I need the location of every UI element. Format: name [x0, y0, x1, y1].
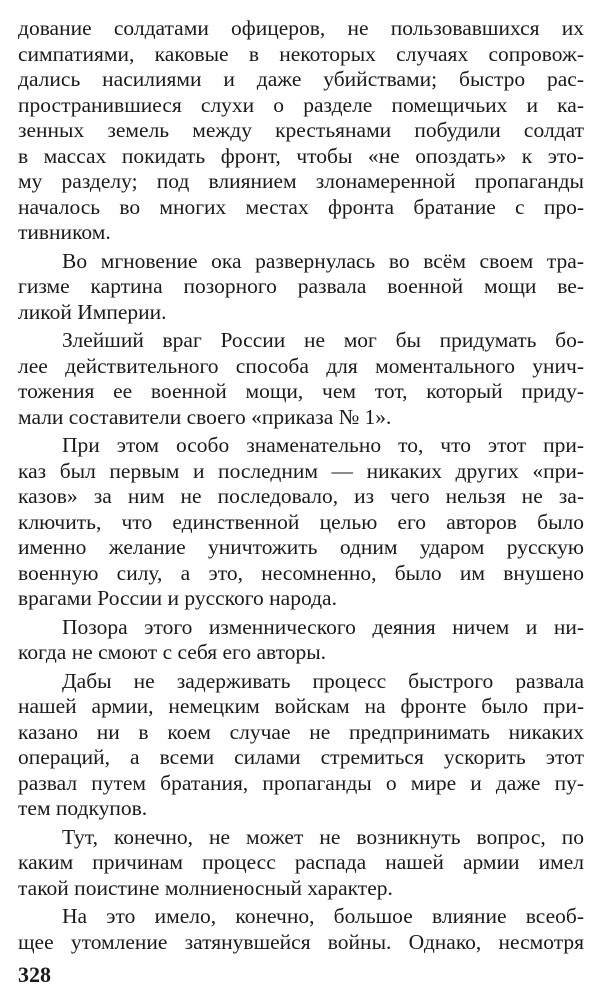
paragraph: [18, 328, 584, 430]
text-line: Во мгновение ока развернулась во всём своем тра-: [62, 248, 584, 273]
paragraph: [18, 433, 584, 612]
text-line: казов» за ним не последовало, из чего нельзя не за-: [18, 484, 584, 508]
paragraph: [18, 669, 584, 822]
paragraph: [18, 904, 584, 955]
text-line: когда не смоют с себя его авторы.: [18, 640, 327, 664]
text-line: Злейший враг России не мог бы придумать бо-: [62, 328, 584, 352]
text-line: началось во многих местах фронта братание с про-: [18, 194, 584, 219]
paragraph: [18, 615, 584, 666]
text-line: На это имело, конечно, большое влияние всеоб-: [62, 904, 584, 928]
page-number: 328: [18, 962, 51, 987]
text-line: лее действительного способа для моментального унич-: [18, 353, 584, 378]
text-line: ключить, что единственной целью его авторов было: [18, 509, 584, 534]
text-line: щее утомление затянувшейся войны. Однако, несмотря: [18, 929, 584, 954]
text-line: в массах покидать фронт, чтобы «не опоздать» к это-: [18, 143, 584, 168]
text-line: Позора этого изменнического деяния ничем и ни-: [62, 614, 584, 639]
text-line: нашей армии, немецким войскам на фронте было при-: [18, 694, 584, 718]
text-line: тем подкупов.: [18, 796, 148, 820]
text-line: дались насилиями и даже убийствами; быстро рас-: [18, 67, 584, 91]
text-line: военную силу, а это, несомненно, было им внушено: [18, 560, 584, 585]
text-line: гизме картина позорного развала военной мощи ве-: [18, 274, 584, 298]
text-line: При этом особо знаменательно то, что этот при-: [62, 433, 584, 457]
text-line: зенных земель между крестьянами побудили солдат: [18, 118, 584, 142]
text-line: пространившиеся слухи о разделе помещичьих и ка-: [18, 92, 584, 117]
text-line: развал путем братания, пропаганды о мире и даже пу-: [18, 770, 584, 795]
paragraph: [18, 16, 584, 246]
text-line: казано ни в коем случае не предпринимать никаких: [18, 719, 584, 744]
text-line: Тут, конечно, не может не возникнуть вопрос, по: [62, 824, 584, 849]
text-line: операций, а всеми силами стремиться ускорить этот: [18, 745, 584, 769]
page-body-text: [18, 16, 584, 955]
text-line: симпатиями, каковые в некоторых случаях сопровож-: [18, 41, 584, 66]
text-line: му разделу; под влиянием злонамеренной пропаганды: [18, 169, 584, 193]
text-line: ликой Империи.: [18, 299, 167, 324]
text-line: дование солдатами офицеров, не пользовавшихся их: [18, 16, 584, 40]
text-line: тивником.: [18, 220, 111, 244]
text-line: каз был первым и последним — никаких других «при-: [18, 458, 584, 483]
text-line: именно желание уничтожить одним ударом русскую: [18, 535, 584, 559]
paragraph: [18, 249, 584, 326]
text-line: врагами России и русского народа.: [18, 586, 337, 610]
text-line: тожения ее военной мощи, чем тот, который приду-: [18, 379, 584, 403]
text-line: Дабы не задерживать процесс быстрого развала: [62, 668, 584, 693]
text-line: мали составители своего «приказа № 1».: [18, 404, 392, 429]
paragraph: [18, 825, 584, 902]
text-line: такой поистине молниеносный характер.: [18, 875, 393, 900]
text-line: каким причинам процесс распада нашей армии имел: [18, 850, 584, 874]
